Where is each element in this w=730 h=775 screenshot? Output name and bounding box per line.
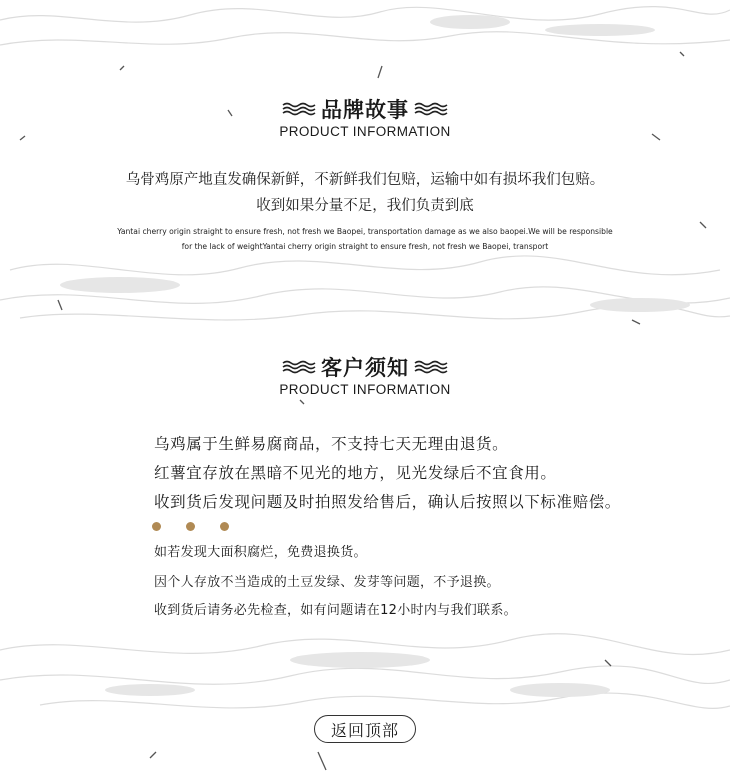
brand-story-subtitle: PRODUCT INFORMATION <box>279 124 451 139</box>
customer-notice-subtitle: PRODUCT INFORMATION <box>279 382 451 397</box>
customer-notice-title: 客户须知 <box>321 356 409 380</box>
bullet-dot-icon <box>220 522 229 531</box>
brand-story-line-2: 收到如果分量不足，我们负责到底 <box>256 198 474 214</box>
notice-sub-line-2: 因个人存放不当造成的土豆发绿、发芽等问题，不予退换。 <box>154 575 500 590</box>
wave-left-icon <box>282 101 318 117</box>
notice-main-line-1: 乌鸡属于生鲜易腐商品，不支持七天无理由退货。 <box>154 435 509 453</box>
notice-main-line-3: 收到货后发现问题及时拍照发给售后，确认后按照以下标准赔偿。 <box>154 493 621 511</box>
wave-right-icon <box>412 101 448 117</box>
brand-story-en-line-2: for the lack of weightYantai cherry origin straight to ensure fresh, not fresh we Baopei, transport <box>181 241 549 251</box>
brand-story-title: 品牌故事 <box>321 98 409 122</box>
bullet-dot-icon <box>186 522 195 531</box>
notice-main-line-2: 红薯宜存放在黑暗不见光的地方，见光发绿后不宜食用。 <box>154 464 557 482</box>
brand-story-title-row <box>0 95 730 123</box>
notice-sub-line-3: 收到货后请务必先检查，如有问题请在12小时内与我们联系。 <box>154 603 517 618</box>
customer-notice-title-row <box>0 353 730 381</box>
bullet-dot-icon <box>152 522 161 531</box>
back-to-top-button[interactable]: 返回顶部 <box>314 715 416 743</box>
customer-notice-section <box>0 353 730 397</box>
brand-story-line-1: 乌骨鸡原产地直发确保新鲜，不新鲜我们包赔，运输中如有损坏我们包赔。 <box>125 172 605 188</box>
wave-right-icon <box>412 359 448 375</box>
wave-left-icon <box>282 359 318 375</box>
bullet-dots <box>152 522 229 531</box>
brand-story-en-line-1: Yantai cherry origin straight to ensure fresh, not fresh we Baopei, transportation damage as we also baopei.We will be responsible <box>117 227 613 236</box>
brand-story-section <box>0 95 730 139</box>
brand-story-body <box>0 167 730 254</box>
notice-sub-line-1: 如若发现大面积腐烂，免费退换货。 <box>154 545 367 560</box>
